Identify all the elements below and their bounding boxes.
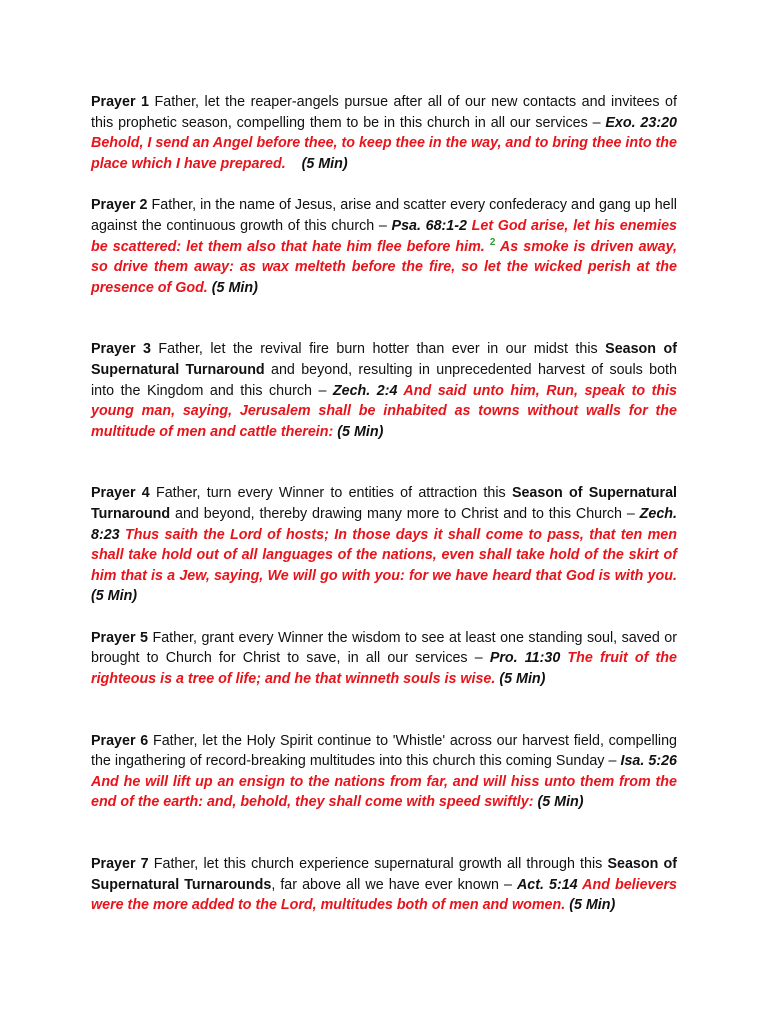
scripture-reference: Zech. 8:23 (91, 505, 677, 543)
prayer-paragraph (91, 195, 677, 298)
prayer-text: Father, grant every Winner the wisdom to see at least one standing soul, saved or brought to Church for Christ to save, in all our services – (91, 629, 677, 667)
prayer-text-continued: and beyond, resulting in unprecedented harvest of souls both into the Kingdom and this church – (91, 361, 677, 399)
duration-label: (5 Min) (91, 588, 138, 605)
prayer-paragraph (91, 854, 677, 916)
scripture-reference: Exo. 23:20 (605, 114, 677, 131)
scripture-verse: Behold, I send an Angel before thee, to keep thee in the way, and to bring thee into the place which I have prepared. (91, 135, 677, 172)
prayer-text: Father, turn every Winner to entities of attraction this (149, 485, 512, 502)
prayer-paragraph (91, 92, 677, 174)
season-highlight: Season of Supernatural Turnaround (91, 485, 677, 522)
duration-label: (5 Min) (301, 155, 348, 172)
prayer-paragraph (91, 628, 677, 690)
prayer-paragraph (91, 483, 677, 607)
scripture-reference: Isa. 5:26 (620, 753, 678, 770)
scripture-verse: And said unto him, Run, speak to this young man, saying, Jerusalem shall be inhabited as towns without walls for the multitude of men and cattle therein: (91, 382, 677, 440)
scripture-reference: Pro. 11:30 (489, 650, 561, 667)
scripture-reference: Zech. 2:4 (332, 382, 398, 399)
prayer-paragraph (91, 339, 677, 442)
scripture-verse: And believers were the more added to the Lord, multitudes both of men and women. (91, 876, 677, 914)
season-highlight: Season of Supernatural Turnaround (91, 341, 677, 378)
scripture-verse: The fruit of the righteous is a tree of life; and he that winneth souls is wise. (91, 650, 677, 688)
scripture-verse: Let God arise, let his enemies be scattered: let them also that hate him flee before him. (91, 217, 677, 255)
prayer-text: Father, let the reaper-angels pursue after all of our new contacts and invitees of this prophetic season, compelling them to be in this church in all our services – (91, 94, 677, 131)
duration-label: (5 Min) (499, 671, 546, 688)
duration-label: (5 Min) (337, 423, 384, 440)
prayer-text: Father, let the revival fire burn hotter than ever in our midst this (150, 341, 606, 358)
scripture-verse: Thus saith the Lord of hosts; In those days it shall come to pass, that ten men shall take hold out of all languages of the nations, even shall take hold of the skirt of him that is a Jew, saying, We will go with you: for we have heard that God is with you. (91, 526, 677, 584)
prayer-label: Prayer 4 (91, 485, 150, 502)
prayer-label: Prayer 6 (91, 732, 149, 749)
prayer-label: Prayer 7 (91, 856, 149, 873)
prayer-text-continued: and beyond, thereby drawing many more to Christ and to this Church – (170, 505, 640, 522)
prayer-text: Father, in the name of Jesus, arise and scatter every confederacy and gang up hell against the continuous growth of this church – (91, 197, 677, 234)
prayer-paragraph (91, 731, 677, 813)
verse-number: 2 (489, 236, 496, 248)
duration-label: (5 Min) (537, 794, 584, 811)
prayer-label: Prayer 3 (91, 341, 151, 358)
scripture-verse: And he will lift up an ensign to the nations from far, and will hiss unto them from the end of the earth: and, behold, they shall come with speed swiftly: (91, 773, 677, 811)
prayer-text: Father, let this church experience supernatural growth all through this (148, 856, 608, 873)
prayer-label: Prayer 1 (91, 94, 149, 110)
scripture-reference: Psa. 68:1-2 (391, 217, 467, 234)
prayer-label: Prayer 5 (91, 629, 148, 646)
duration-label: (5 Min) (211, 279, 258, 296)
scripture-reference: Act. 5:14 (516, 876, 578, 893)
scripture-verse-continued: As smoke is driven away, so drive them away: as wax melteth before the fire, so let the wicked perish at the presence of God. (91, 238, 677, 296)
season-highlight: Season of Supernatural Turnarounds (91, 856, 677, 893)
duration-label: (5 Min) (569, 897, 616, 914)
prayer-document (91, 92, 677, 916)
prayer-text-continued: , far above all we have ever known – (271, 876, 517, 893)
prayer-label: Prayer 2 (91, 197, 148, 214)
prayer-text: Father, let the Holy Spirit continue to 'Whistle' across our harvest field, compelling the ingathering of record-breaking multitudes into this church this coming Sunday – (91, 732, 677, 770)
